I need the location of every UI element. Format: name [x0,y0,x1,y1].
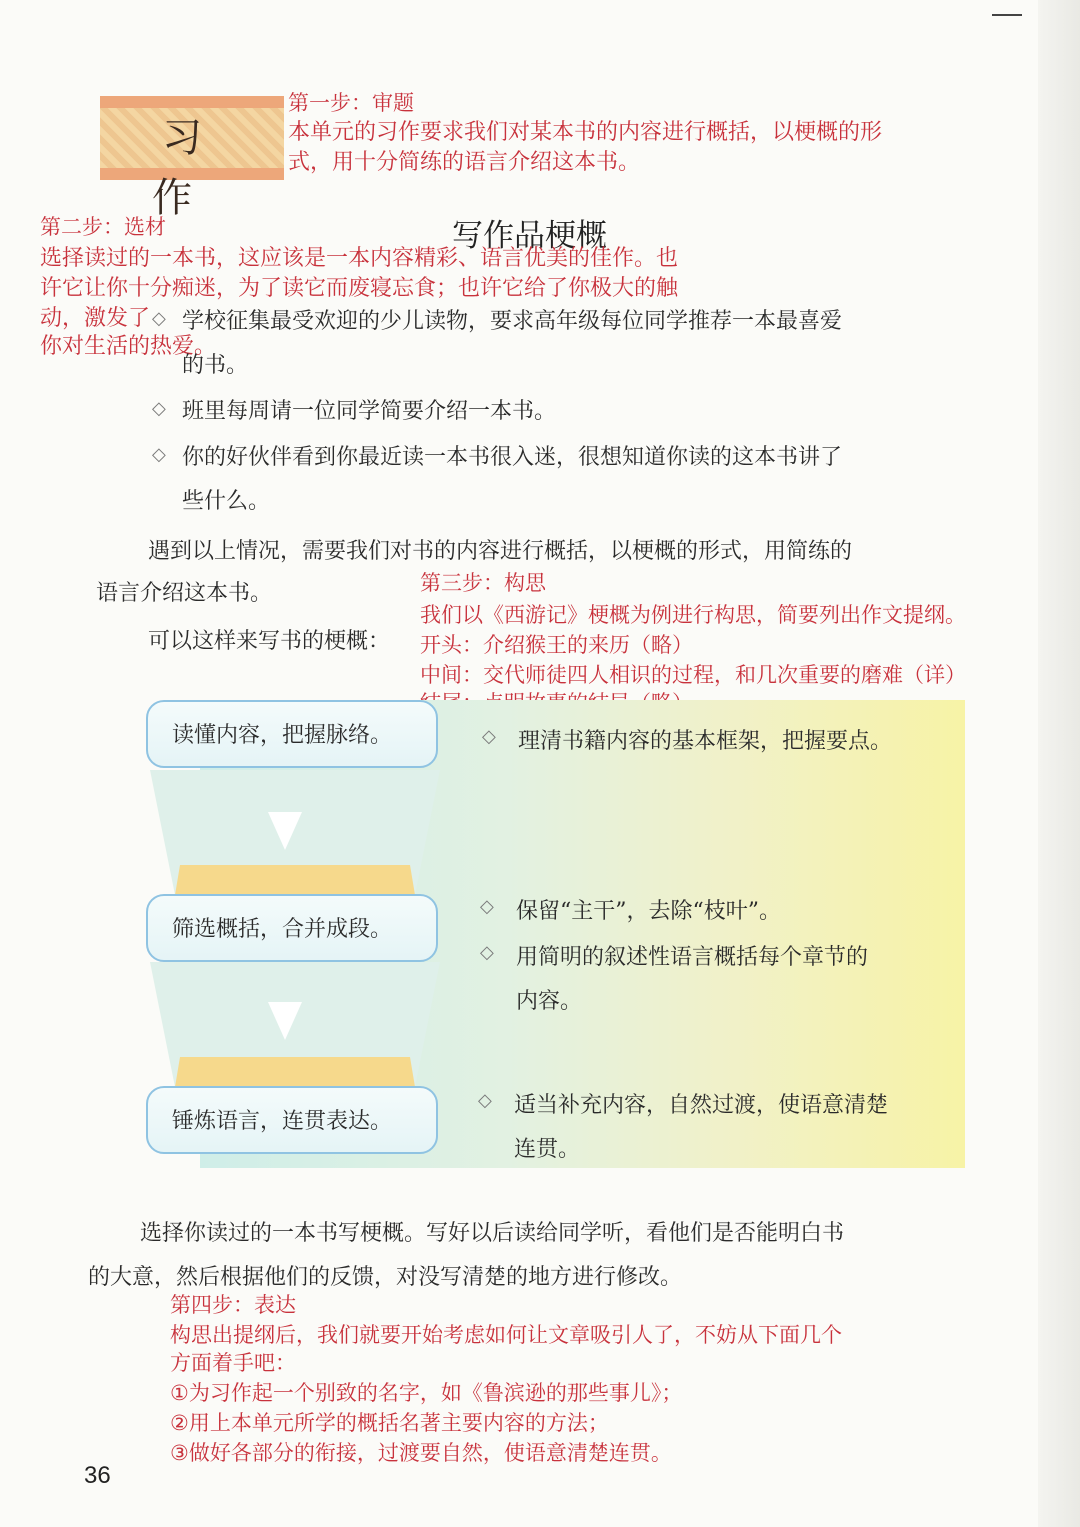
step4-line-3: ①为习作起一个别致的名字，如《鲁滨逊的那些事儿》； [170,1381,683,1405]
step1-heading: 第一步：审题 [288,91,414,115]
step1-line-1: 本单元的习作要求我们对某本书的内容进行概括，以梗概的形 [288,120,883,145]
badge-label: 习 作 [152,115,242,221]
corner-mark [992,14,1022,16]
step4-line-4: ②用上本单元所学的概括名著主要内容的方法； [170,1411,609,1435]
lesson-badge [100,96,284,221]
paragraph2-line-2: 的大意，然后根据他们的反馈，对没写清楚的地方进行修改。 [88,1265,683,1290]
diamond-bullet-icon: ◇ [482,726,496,747]
scenario-1-line-1: 学校征集最受欢迎的少儿读物，要求高年级每位同学推荐一本最喜爱 [182,309,843,334]
scenario-3-line-1: 你的好伙伴看到你最近读一本书很入迷，很想知道你读的这本书讲了 [182,445,843,470]
step2-note-3: 内容。 [516,989,583,1014]
diamond-bullet-icon: ◇ [152,308,166,329]
step2-note-1: 保留“主干”，去除“枝叶”。 [516,899,781,924]
step2-note-2: 用简明的叙述性语言概括每个章节的 [516,945,869,970]
step3-note-2: 连贯。 [514,1137,581,1162]
diamond-bullet-icon: ◇ [480,942,494,963]
step2-line-3: 动，激发了 [40,306,151,331]
step2-line-4: 你对生活的热爱。 [40,334,217,359]
step4-line-2: 方面着手吧： [170,1351,296,1375]
scenario-2: 班里每周请一位同学简要介绍一本书。 [182,399,557,424]
diamond-bullet-icon: ◇ [478,1090,492,1111]
down-arrow-icon [268,812,302,850]
step3-line-3: 中间：交代师徒四人相识的过程，和几次重要的磨难（详） [420,663,966,687]
step4-line-1: 构思出提纲后，我们就要开始考虑如何让文章吸引人了，不妨从下面几个 [170,1323,842,1347]
step2-line-2: 许它让你十分痴迷，为了读它而废寝忘食；也许它给了你极大的触 [40,276,679,301]
step2-line-1: 选择读过的一本书，这应该是一本内容精彩、语言优美的佳作。也 [40,246,679,271]
step1-line-2: 式，用十分简练的语言介绍这本书。 [288,150,641,175]
step-box-1: 读懂内容，把握脉络。 [146,700,438,768]
step4-heading: 第四步：表达 [170,1293,296,1317]
page-number: 36 [84,1462,111,1489]
step1-note-1: 理清书籍内容的基本框架，把握要点。 [518,729,893,754]
step3-note-1: 适当补充内容，自然过渡，使语意清楚 [514,1093,889,1118]
diamond-bullet-icon: ◇ [152,444,166,465]
paragraph1-line-2: 语言介绍这本书。 [96,581,273,606]
paragraph1-line-3: 可以这样来写书的梗概： [148,629,391,654]
page-edge-shadow [1038,0,1080,1527]
diamond-bullet-icon: ◇ [480,896,494,917]
step4-line-5: ③做好各部分的衔接，过渡要自然，使语意清楚连贯。 [170,1441,672,1465]
scenario-3-line-2: 些什么。 [182,489,271,514]
paragraph1-line-1: 遇到以上情况，需要我们对书的内容进行概括，以梗概的形式，用简练的 [148,539,853,564]
scenario-1-line-2: 的书。 [182,353,249,378]
step-box-3: 锤炼语言，连贯表达。 [146,1086,438,1154]
step-box-2: 筛选概括，合并成段。 [146,894,438,962]
paragraph2-line-1: 选择你读过的一本书写梗概。写好以后读给同学听，看他们是否能明白书 [140,1221,845,1246]
down-arrow-icon [268,1002,302,1040]
step2-heading: 第二步：选材 [40,215,166,239]
step3-line-1: 我们以《西游记》梗概为例进行构思，简要列出作文提纲。 [420,603,966,627]
diamond-bullet-icon: ◇ [152,398,166,419]
step3-heading: 第三步：构思 [420,571,546,595]
step3-line-2: 开头：介绍猴王的来历（略） [420,633,693,657]
lesson-title: 写作品梗概 [452,218,607,254]
